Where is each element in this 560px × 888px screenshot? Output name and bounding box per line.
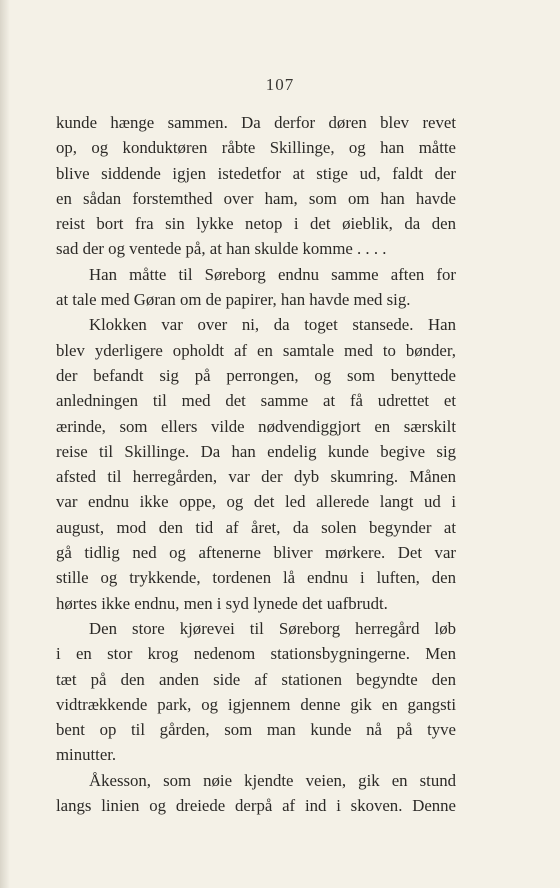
text-line: bent op til gården, som man kunde nå på tyve — [56, 720, 456, 740]
text-line: reist bort fra sin lykke netop i det øieblik, da den — [56, 214, 456, 234]
page-gutter-shadow — [0, 0, 10, 888]
text-line: tæt på den anden side af stationen begyndte den — [56, 669, 456, 689]
text-line: reise til Skillinge. Da han endelig kunde begive sig — [56, 441, 456, 461]
text-line: Den store kjørevei til Søreborg herregård løb — [89, 618, 456, 638]
text-line: vidtrækkende park, og igjennem denne gik en gangsti — [56, 694, 456, 714]
body-text — [56, 110, 456, 818]
text-line: langs linien og dreiede derpå af ind i skoven. Denne — [56, 796, 456, 816]
text-line: sad der og ventede på, at han skulde komme . . . . — [56, 239, 387, 259]
text-line: ærinde, som ellers vilde nødvendiggjort en særskilt — [56, 416, 456, 436]
text-line: der befandt sig på perrongen, og som benyttede — [56, 365, 456, 385]
text-line: blive siddende igjen istedetfor at stige ud, faldt der — [56, 163, 456, 183]
text-line: gå tidlig ned og aftenerne bliver mørkere. Det var — [56, 543, 456, 563]
text-line: hørtes ikke endnu, men i syd lynede det uafbrudt. — [56, 593, 388, 613]
text-line: minutter. — [56, 745, 117, 765]
text-line: anledningen til med det samme at få udrettet et — [56, 391, 456, 411]
text-line: august, mod den tid af året, da solen begynder at — [56, 517, 456, 537]
text-line: at tale med Gøran om de papirer, han havde med sig. — [56, 290, 411, 310]
text-line: op, og konduktøren råbte Skillinge, og han måtte — [56, 138, 456, 158]
text-line: Han måtte til Søreborg endnu samme aften for — [89, 264, 456, 284]
text-line: kunde hænge sammen. Da derfor døren blev revet — [56, 113, 456, 132]
text-line: Åkesson, som nøie kjendte veien, gik en stund — [89, 770, 456, 790]
text-line: i en stor krog nedenom stationsbygningerne. Men — [56, 644, 456, 664]
text-line: var endnu ikke oppe, og det led allerede langt ud i — [56, 492, 456, 512]
page-number: 107 — [265, 75, 295, 94]
text-line: stille og trykkende, tordenen lå endnu i luften, den — [56, 568, 456, 588]
text-line: afsted til herregården, var der dyb skumring. Månen — [56, 467, 456, 487]
text-line: en sådan forstemthed over ham, som om han havde — [56, 188, 456, 208]
text-line: blev yderligere opholdt af en samtale med to bønder, — [56, 340, 456, 360]
text-line: Klokken var over ni, da toget stansede. Han — [89, 315, 456, 335]
